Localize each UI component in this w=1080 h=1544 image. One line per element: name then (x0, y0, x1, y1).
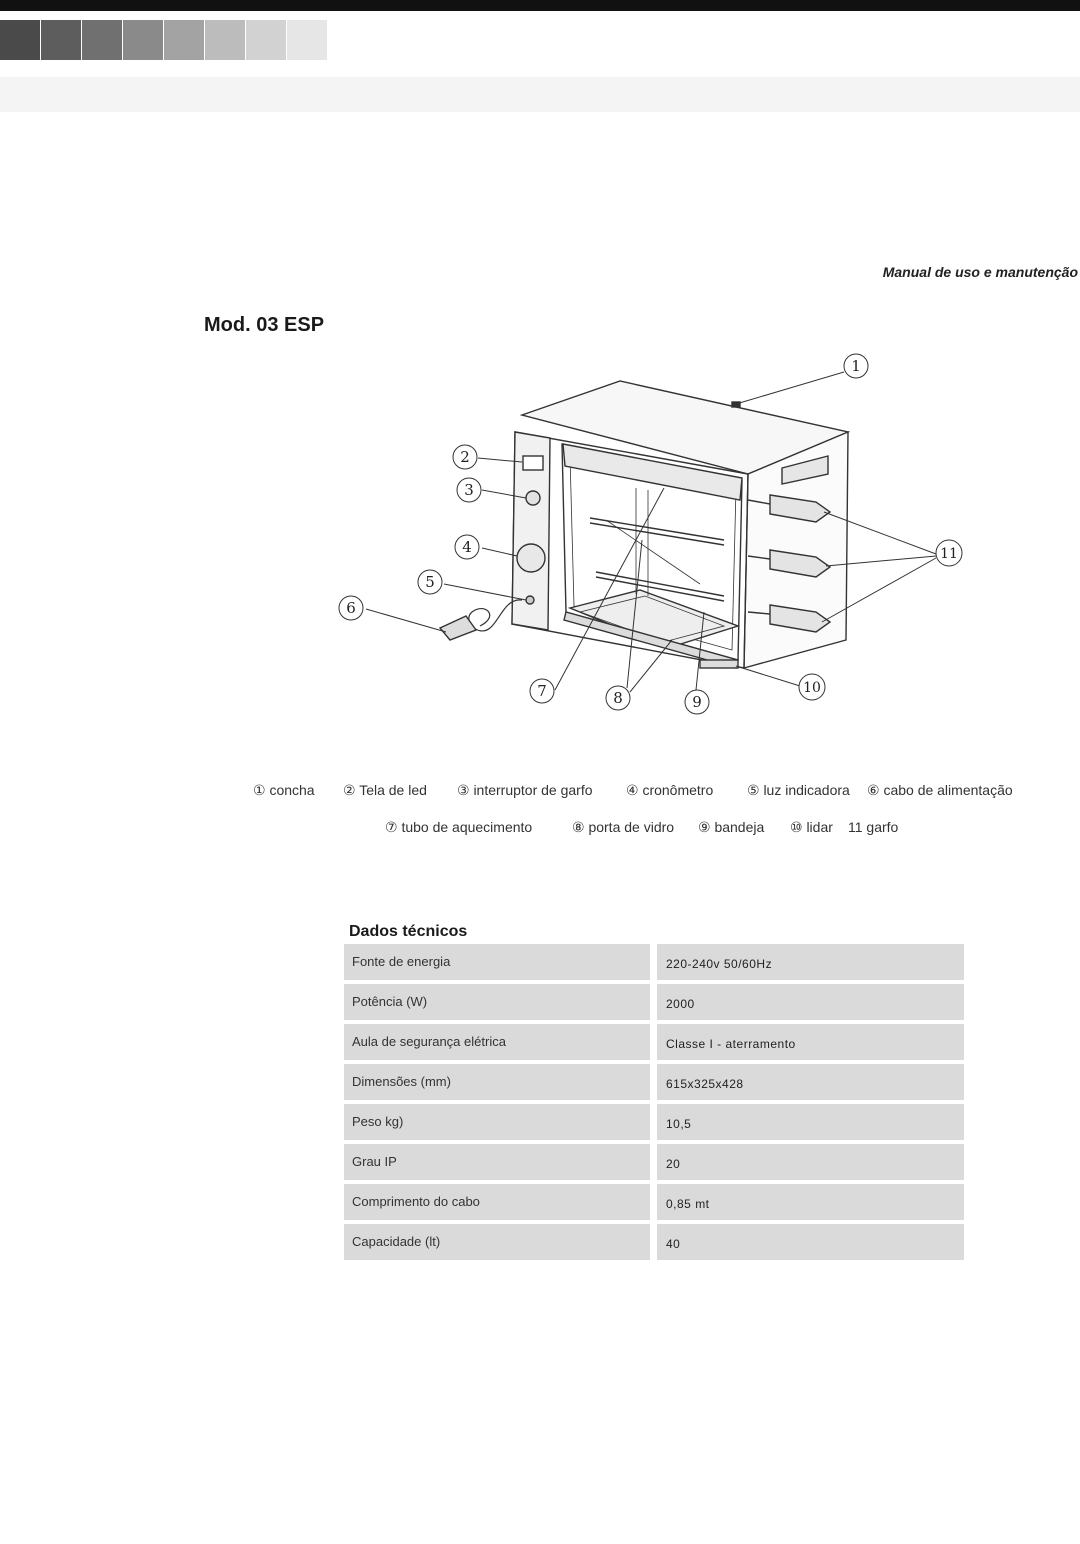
legend-item: ⑤ luz indicadora (747, 782, 850, 798)
spec-value: 10,5 (657, 1104, 964, 1140)
swatch (164, 20, 204, 60)
spec-value: 2000 (657, 984, 964, 1020)
callout-2 (453, 445, 477, 469)
svg-text:6: 6 (346, 599, 356, 617)
callout-1 (844, 354, 868, 378)
oven-diagram-svg (320, 340, 980, 720)
spec-label: Capacidade (lt) (344, 1224, 650, 1260)
table-row (344, 1224, 964, 1260)
callout-5 (418, 570, 442, 594)
svg-text:8: 8 (613, 689, 623, 707)
svg-text:2: 2 (460, 448, 470, 466)
swatch (205, 20, 245, 60)
svg-text:10: 10 (803, 680, 821, 696)
spec-value: 220-240v 50/60Hz (657, 944, 964, 980)
spec-label: Aula de segurança elétrica (344, 1024, 650, 1060)
spec-label: Potência (W) (344, 984, 650, 1020)
table-row (344, 1104, 964, 1140)
spec-value: 615x325x428 (657, 1064, 964, 1100)
table-row (344, 1144, 964, 1180)
swatch (246, 20, 286, 60)
callout-9 (685, 690, 709, 714)
spec-value: 20 (657, 1144, 964, 1180)
callout-11 (936, 540, 962, 566)
specs-title: Dados técnicos (349, 923, 468, 940)
swatch (287, 20, 327, 60)
spec-value: 0,85 mt (657, 1184, 964, 1220)
table-row (344, 1184, 964, 1220)
callout-4 (455, 535, 479, 559)
spec-label: Peso kg) (344, 1104, 650, 1140)
spec-label: Dimensões (mm) (344, 1064, 650, 1100)
specs-table (344, 944, 964, 1264)
legend-item: ④ cronômetro (626, 782, 714, 798)
legend-item: ⑨ bandeja (698, 819, 765, 835)
spec-label: Grau IP (344, 1144, 650, 1180)
legend-item: ③ interruptor de garfo (457, 782, 593, 798)
table-row (344, 984, 964, 1020)
spec-label: Fonte de energia (344, 944, 650, 980)
svg-text:11: 11 (940, 546, 958, 562)
oven-diagram (320, 340, 980, 720)
legend-item: ② Tela de led (343, 782, 427, 798)
svg-text:5: 5 (425, 573, 435, 591)
legend-item: ① concha (253, 782, 315, 798)
legend-item: ⑧ porta de vidro (572, 819, 675, 835)
svg-text:3: 3 (464, 481, 474, 499)
spec-value: Classe I - aterramento (657, 1024, 964, 1060)
swatch (41, 20, 81, 60)
top-bar (0, 0, 1080, 11)
manual-title: Manual de uso e manutenção (882, 264, 1078, 280)
table-row (344, 944, 964, 980)
header-band (0, 77, 1080, 112)
callout-8 (606, 686, 630, 710)
svg-text:7: 7 (537, 682, 547, 700)
spec-value: 40 (657, 1224, 964, 1260)
spec-label: Comprimento do cabo (344, 1184, 650, 1220)
svg-text:4: 4 (462, 538, 472, 556)
svg-text:1: 1 (851, 357, 861, 375)
legend-item: 11 garfo (848, 819, 899, 835)
table-row (344, 1064, 964, 1100)
callout-3 (457, 478, 481, 502)
color-swatches (0, 20, 328, 60)
swatch (123, 20, 163, 60)
svg-text:9: 9 (692, 693, 702, 711)
legend-item: ⑦ tubo de aquecimento (385, 819, 533, 835)
callout-7 (530, 679, 554, 703)
legend-item: ⑩ lidar (790, 819, 833, 835)
callout-10 (799, 674, 825, 700)
table-row (344, 1024, 964, 1060)
legend-item: ⑥ cabo de alimentação (867, 782, 1013, 798)
callout-6 (339, 596, 363, 620)
model-title: Mod. 03 ESP (204, 314, 325, 336)
swatch (0, 20, 40, 60)
swatch (82, 20, 122, 60)
